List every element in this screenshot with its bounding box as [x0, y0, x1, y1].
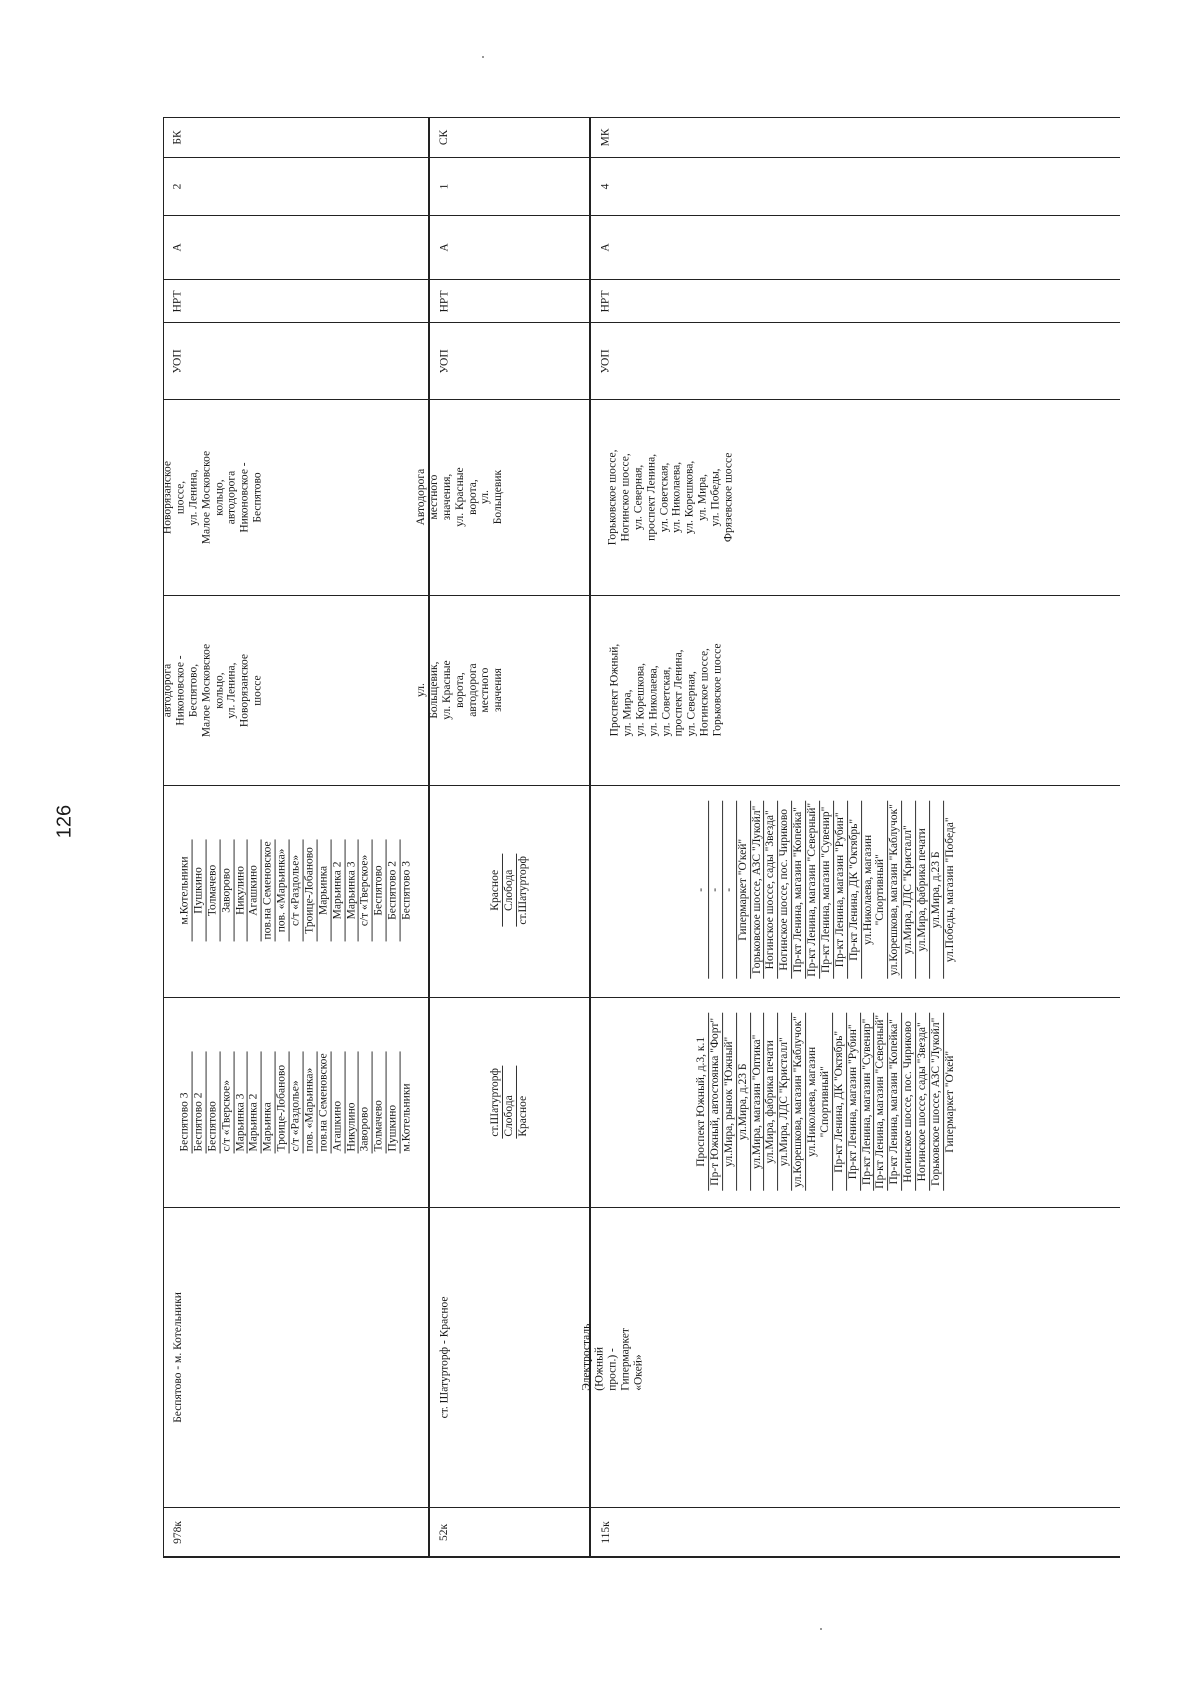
route-number: 52к: [438, 1523, 451, 1541]
stop-entry: Слобода: [502, 1066, 516, 1139]
stop-entry: ул.Корешкова, магазин "Каблучок": [791, 1013, 805, 1191]
stops-forward-list: [163, 999, 429, 1205]
stop-entry: Пр-кт Ленина, магазин "Рубин": [833, 801, 847, 979]
streets-backward: Горьковское шоссе, Ногинское шоссе, ул. Северная, проспект Ленина, ул. Советская, ул. Николаева, ул. Корешкова, ул. Мира, ул. Победы, Фрязевское шоссе: [606, 449, 735, 545]
carrier-code: СК: [438, 129, 451, 145]
stop-entry: ст.Шатурторф: [488, 1067, 501, 1137]
vehicle-class: А: [438, 242, 451, 252]
stop-entry: ул.Корешкова, магазин "Каблучок": [887, 801, 901, 979]
stop-entry: Троице-Лобаново: [275, 1051, 289, 1153]
stop-entry: Ногинское шоссе, сады "Звезда": [915, 1013, 929, 1191]
stop-entry: Пр-кт Ленина, магазин "Сувенир": [860, 1013, 874, 1191]
vehicle-count: 4: [599, 183, 612, 189]
stop-entry: Пр-кт Ленина, магазин "Копейка": [791, 801, 805, 979]
stop-entry: ул.Мира, фабрика печати: [764, 1013, 778, 1191]
stop-entry: -: [695, 888, 708, 892]
stop-entry: с/т «Раздолье»: [289, 1051, 303, 1153]
stop-entry: ул.Мира, магазин "Оптика": [750, 1013, 764, 1191]
stop-entry: Пр-кт Ленина, ДК "Октябрь": [847, 801, 861, 979]
stops-backward-list: [163, 787, 429, 993]
stop-entry: ул.Мира, ЛДС "Кристалл": [777, 1013, 791, 1191]
carrier-code: МК: [599, 128, 612, 146]
stop-entry: ул.Мира, д.23 Б: [929, 801, 943, 979]
stops-forward-list: [430, 999, 588, 1205]
stop-entry: Марьинка 3: [233, 1051, 247, 1153]
route-name: Электросталь (Южный просп.) - Гипермаркет «Окей»: [580, 1323, 645, 1391]
stop-entry: Никулино: [233, 839, 247, 941]
stop-entry: Пр-кт Ленина, ДК "Октябрь": [832, 1013, 846, 1191]
vehicle-class: А: [599, 242, 612, 252]
stop-entry: Проспект Южный, д.3, к.1: [695, 1037, 708, 1167]
streets-forward: автодорога Никоновское - Беспятово, Малое Московское кольцо, ул. Ленина, Новорязанское шоссе: [161, 643, 264, 737]
stop-entry: Толмачево: [372, 1051, 386, 1153]
stop-entry: Беспятово 2: [191, 1051, 205, 1153]
stop-entry: Заворово: [358, 1051, 372, 1153]
stop-entry: Пр-кт Ленина, магазин "Северный": [874, 1015, 887, 1189]
route-name: ст. Шатурторф - Красное: [438, 1296, 451, 1418]
stop-entry: Пр-кт Ленина, магазин "Рубин": [846, 1013, 860, 1191]
stop-entry: Беспятово 3: [178, 1092, 191, 1152]
page-number: 126: [53, 804, 76, 839]
stop-entry: пов. «Марьинка»: [275, 839, 289, 941]
vehicle-count: 2: [171, 183, 184, 189]
stop-entry: Агашкино: [330, 1051, 344, 1153]
streets-forward: Проспект Южный, ул. Мира, ул. Корешкова, ул. Николаева, ул. Советская, проспект Ленина, ул. Северная, Ногинское шоссе, Горьковское шоссе: [608, 643, 724, 737]
stop-entry: м.Котельники: [400, 1051, 414, 1153]
stop-entry: с/т «Тверское»: [358, 839, 372, 941]
stop-entry: Красное: [488, 869, 501, 911]
stop-entry: Пр-кт Ленина, магазин "Копейка": [887, 1013, 901, 1191]
tariff-type: НРТ: [599, 290, 612, 312]
stops-forward-list: [591, 999, 1061, 1205]
route-register-table: [163, 117, 1120, 1557]
stop-entry: с/т «Раздолье»: [289, 839, 303, 941]
stop-entry: Красное: [515, 1066, 529, 1139]
stop-entry: ст.Шатурторф: [516, 855, 529, 925]
stop-entry: ул.Мира, ЛДС "Кристалл": [901, 801, 915, 979]
streets-backward: Новорязанское шоссе, ул. Ленина, Малое Московское кольцо, автодорога Никоновское - Беспятово: [161, 450, 264, 544]
scan-speck: [482, 56, 484, 58]
carrier-code: БК: [171, 129, 184, 145]
route-number: 978к: [171, 1520, 184, 1544]
stop-entry: ул.Николаева, магазин "Спортивный": [861, 801, 888, 979]
stop-entry: Беспятово: [205, 1051, 219, 1153]
stop-entry: Заворово: [219, 839, 233, 941]
stop-entry: Беспятово 2: [386, 839, 400, 941]
stop-entry: пов.на Семеновское: [261, 840, 274, 940]
stop-entry: Ногинское шоссе, сады "Звезда": [764, 801, 778, 979]
scan-speck: [820, 1628, 822, 1630]
stops-backward-list: [430, 787, 588, 993]
tariff-type: НРТ: [171, 290, 184, 312]
route-name: Беспятово - м. Котельники: [171, 1291, 184, 1423]
stop-entry: Никулино: [344, 1051, 358, 1153]
streets-backward: Автодорога местного значения, ул. Красные ворота, ул. Больщевик: [414, 467, 505, 527]
stop-entry: ул.Мира, фабрика печати: [915, 801, 929, 979]
stop-entry: Толмачево: [205, 839, 219, 941]
stop-entry: Беспятово: [372, 839, 386, 941]
stops-backward-list: [591, 787, 1061, 993]
stop-entry: -: [722, 801, 736, 979]
tariff-type: НРТ: [438, 290, 451, 312]
stop-entry: Ногинское шоссе, пос. Чириково: [777, 801, 791, 979]
boarding-type: УОП: [438, 348, 451, 374]
stop-entry: Марьинка: [261, 1051, 275, 1153]
boarding-type: УОП: [171, 348, 184, 374]
streets-forward: ул. Больщевик, ул. Красные ворота, автодорога местного значения: [414, 660, 505, 720]
stop-entry: Беспятово 3: [400, 839, 414, 941]
stop-entry: с/т «Тверское»: [219, 1051, 233, 1153]
route-number: 115к: [599, 1520, 612, 1544]
stop-entry: Пушкино: [386, 1051, 400, 1153]
stop-entry: Марьинка 2: [247, 1051, 261, 1153]
stop-entry: ул.Мира, рынок "Южный": [722, 1013, 736, 1191]
stop-entry: Гипермаркет "О'кей": [736, 801, 750, 979]
stop-entry: Слобода: [502, 854, 516, 927]
stop-entry: Пр-кт Ленина, магазин "Сувенир": [819, 801, 833, 979]
stop-entry: ул.Николаева, магазин "Спортивный": [805, 1013, 832, 1191]
stop-entry: ул.Мира, д.23 Б: [736, 1013, 750, 1191]
stop-entry: -: [708, 801, 722, 979]
stop-entry: Ногинское шоссе, пос. Чириково: [901, 1013, 915, 1191]
stop-entry: Троице-Лобаново: [302, 839, 316, 941]
stop-entry: м.Котельники: [178, 855, 191, 925]
stop-entry: Пушкино: [191, 839, 205, 941]
stop-entry: Горьковское шоссе, АЗС "Лукойл": [750, 801, 764, 979]
stop-entry: Марьинка: [316, 839, 330, 941]
stop-entry: Марьинка 3: [344, 839, 358, 941]
stop-entry: Пр-т Южный, автостоянка "Форт": [708, 1013, 722, 1191]
stop-entry: ул.Победы, магазин "Победа": [943, 801, 957, 979]
stop-entry: Марьинка 2: [330, 839, 344, 941]
stop-entry: Агашкино: [247, 839, 261, 941]
stop-entry: Горьковское шоссе, АЗС "Лукойл": [929, 1013, 943, 1191]
boarding-type: УОП: [599, 348, 612, 374]
stop-entry: Пр-кт Ленина, магазин "Северный": [806, 803, 819, 977]
vehicle-class: А: [171, 242, 184, 252]
stop-entry: пов. «Марьинка»: [302, 1051, 316, 1153]
stop-entry: пов.на Семеновское: [317, 1052, 330, 1152]
stop-entry: Гипермаркет "О'кей": [943, 1013, 957, 1191]
vehicle-count: 1: [438, 183, 451, 189]
